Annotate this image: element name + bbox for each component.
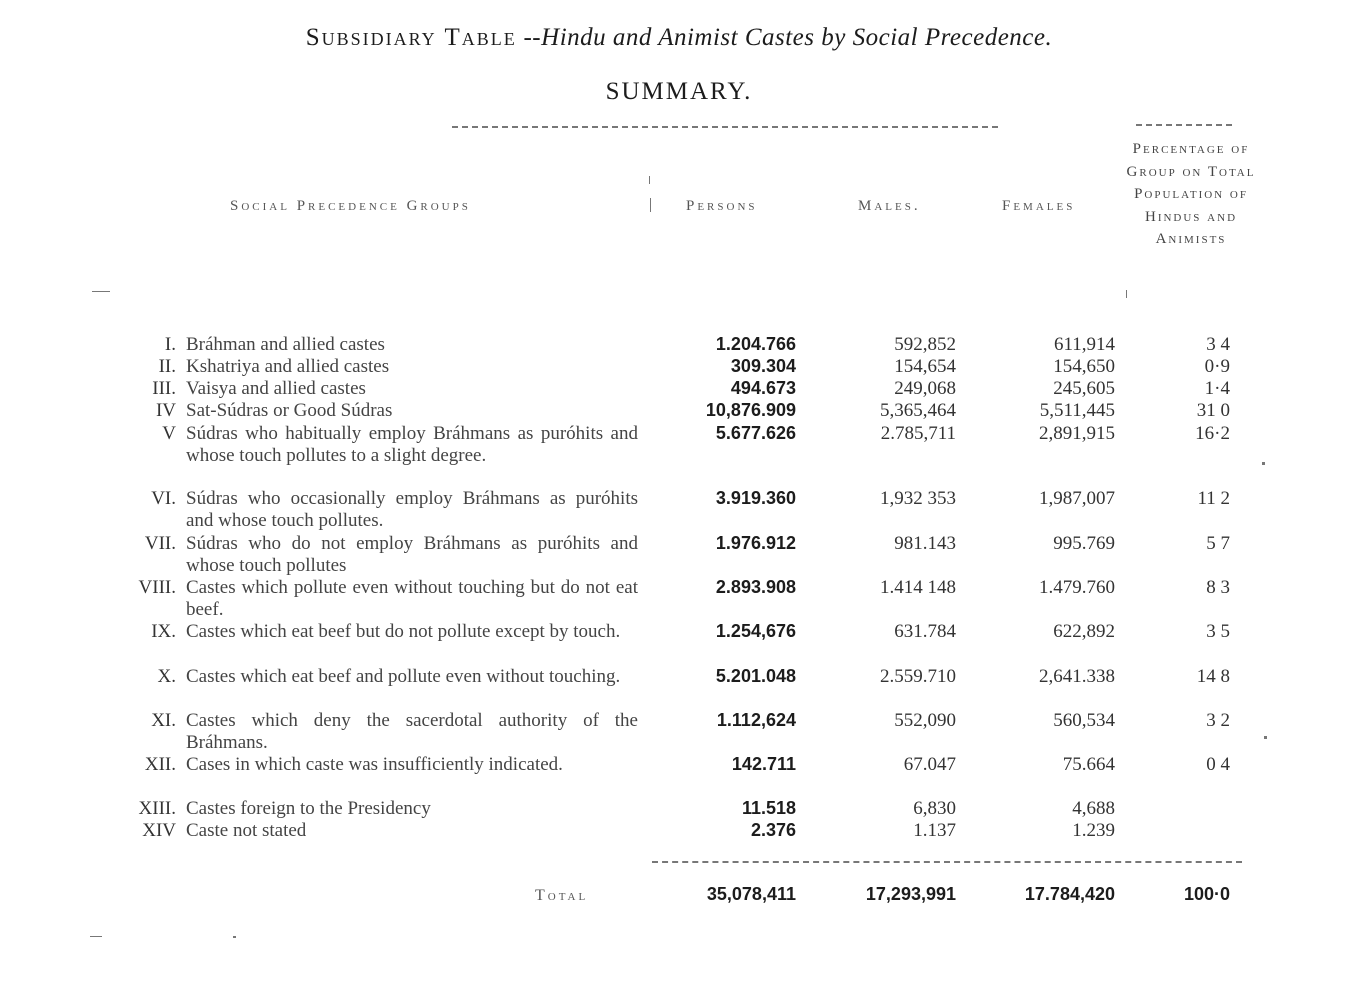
title-separator: --: [516, 24, 542, 51]
cell-persons: 11.518: [741, 798, 796, 818]
cell-females: 622,892: [1053, 621, 1115, 642]
row-number: IX.: [151, 621, 176, 642]
cell-males: 1.414 148: [880, 577, 956, 598]
cell-percentage: 1·4: [1204, 378, 1230, 399]
row-label: Súdras who habitually employ Bráhmans as puróhits and whose touch pollutes to a slight degree.: [186, 423, 638, 466]
cell-percentage: 16·2: [1195, 423, 1230, 444]
row-label: Castes which eat beef but do not pollute except by touch.: [186, 621, 621, 642]
cell-persons: 1.254,676: [715, 621, 796, 641]
row-number: VI.: [151, 488, 176, 509]
cell-males: 631.784: [894, 621, 956, 642]
cell-males: 6,830: [913, 798, 956, 819]
column-header-group: Social Precedence Groups: [230, 198, 471, 214]
cell-persons: 1.112,624: [716, 710, 796, 730]
cell-males: 592,852: [894, 334, 956, 355]
separator-mark: [649, 176, 650, 184]
row-label: Cases in which caste was insufficiently indicated.: [186, 754, 563, 775]
total-label: Total: [535, 887, 589, 904]
cell-percentage: 0 4: [1206, 754, 1230, 775]
cell-persons: 142.711: [731, 754, 796, 774]
table-subtitle: SUMMARY.: [605, 78, 753, 105]
total-top-rule: [652, 861, 1242, 863]
total-females: 17.784,420: [1024, 884, 1115, 904]
total-males: 17,293,991: [865, 884, 956, 904]
cell-females: 75.664: [1062, 754, 1115, 775]
title-prefix: Subsidiary Table: [305, 24, 517, 51]
column-header-persons: Persons: [686, 198, 758, 214]
column-header-males: Males.: [858, 198, 921, 214]
cell-percentage: 3 2: [1206, 710, 1230, 731]
bottom-left-dash: [90, 936, 102, 937]
left-margin-dash: [92, 291, 110, 292]
row-number: III.: [152, 378, 176, 399]
row-label: Castes which pollute even without touching but do not eat beef.: [186, 577, 638, 620]
header-top-rule: [452, 126, 998, 128]
cell-persons: 5.201.048: [715, 666, 796, 686]
cell-females: 611,914: [1053, 334, 1115, 355]
row-label: Vaisya and allied castes: [186, 378, 366, 399]
cell-persons: 494.673: [730, 378, 796, 398]
cell-percentage: 8 3: [1206, 577, 1230, 598]
cell-males: 1.137: [913, 820, 956, 841]
row-label: Castes foreign to the Presidency: [186, 798, 431, 819]
row-label: Súdras who do not employ Bráhmans as puróhits and whose touch pollutes: [186, 533, 638, 576]
cell-females: 1.479.760: [1039, 577, 1115, 598]
cell-males: 2.559.710: [880, 666, 956, 687]
speck: [1264, 736, 1267, 739]
column-header-females: Females: [1002, 198, 1076, 214]
cell-males: 2.785,711: [880, 423, 956, 444]
speck: [1262, 462, 1265, 465]
cell-persons: 5.677.626: [715, 423, 796, 443]
cell-persons: 2.893.908: [715, 577, 796, 597]
column-header-percentage: Percentage of Group on Total Population of Hindus and Animists: [1126, 141, 1256, 247]
cell-females: 1,987,007: [1039, 488, 1115, 509]
row-label: Castes which eat beef and pollute even without touching.: [186, 666, 621, 687]
cell-females: 245,605: [1053, 378, 1115, 399]
row-label: Caste not stated: [186, 820, 307, 841]
cell-females: 4,688: [1072, 798, 1115, 819]
row-number: XII.: [144, 754, 176, 775]
cell-females: 2,641.338: [1039, 666, 1115, 687]
cell-percentage: 5 7: [1206, 533, 1230, 554]
row-number: I.: [164, 334, 176, 355]
cell-females: 995.769: [1053, 533, 1115, 554]
cell-percentage: 3 4: [1206, 334, 1230, 355]
cell-percentage: 11 2: [1197, 488, 1230, 509]
row-label: Sat-Súdras or Good Súdras: [186, 400, 393, 421]
row-label: Súdras who occasionally employ Bráhmans as puróhits and whose touch pollutes.: [186, 488, 638, 531]
table-title: [0, 24, 1358, 52]
separator-mark: [1126, 290, 1127, 298]
cell-males: 552,090: [894, 710, 956, 731]
cell-females: 154,650: [1053, 356, 1115, 377]
row-number: II.: [158, 356, 176, 377]
row-label: Bráhman and allied castes: [186, 334, 385, 355]
cell-males: 981.143: [894, 533, 956, 554]
row-number: VIII.: [138, 577, 176, 598]
cell-males: 154,654: [894, 356, 956, 377]
row-label: Kshatriya and allied castes: [186, 356, 390, 377]
row-number: VII.: [144, 533, 176, 554]
cell-percentage: 3 5: [1206, 621, 1230, 642]
cell-persons: 1.204.766: [715, 334, 796, 354]
cell-persons: 309.304: [730, 356, 796, 376]
speck: [233, 936, 236, 938]
cell-females: 5,511,445: [1039, 400, 1115, 421]
separator-mark: [650, 198, 651, 212]
cell-males: 67.047: [903, 754, 956, 775]
row-number: XI.: [151, 710, 176, 731]
cell-percentage: 14 8: [1196, 666, 1230, 687]
cell-percentage: 31 0: [1196, 400, 1230, 421]
cell-males: 1,932 353: [880, 488, 956, 509]
cell-persons: 2.376: [750, 820, 796, 840]
total-persons: 35,078,411: [706, 884, 796, 904]
row-number: XIV: [142, 820, 176, 841]
cell-percentage: 0·9: [1204, 356, 1230, 377]
cell-females: 2,891,915: [1039, 423, 1115, 444]
row-number: IV: [155, 400, 176, 421]
header-top-rule-pct: [1136, 124, 1232, 126]
cell-males: 249,068: [894, 378, 956, 399]
title-italic: Hindu and Animist Castes by Social Precedence.: [541, 24, 1053, 51]
cell-males: 5,365,464: [880, 400, 956, 421]
cell-females: 560,534: [1053, 710, 1115, 731]
cell-persons: 3.919.360: [715, 488, 796, 508]
row-label: Castes which deny the sacerdotal authority of the Bráhmans.: [186, 710, 638, 753]
total-percentage: 100·0: [1183, 884, 1230, 904]
row-number: XIII.: [138, 798, 176, 819]
row-number: V: [162, 423, 176, 444]
cell-females: 1.239: [1072, 820, 1115, 841]
cell-persons: 1.976.912: [715, 533, 796, 553]
row-number: X.: [157, 666, 176, 687]
cell-persons: 10,876.909: [705, 400, 796, 420]
